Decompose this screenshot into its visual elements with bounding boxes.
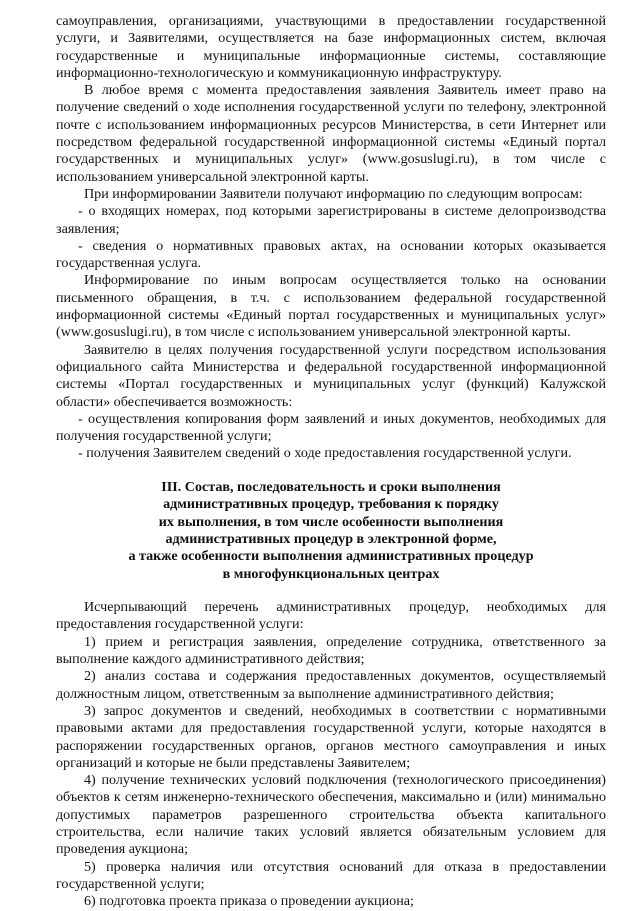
bullet-copy-forms: - осуществления копирования форм заявлений и иных документов, необходимых для получения государственной услуги; [56,410,606,445]
paragraph-portal-access: Заявителю в целях получения государственной услуги посредством использования официального сайта Министерства и федеральной государственной информационной системы «Портал государственных и муниципальных услуг (функций) Калужской области» обеспечивается возможность: [56,341,606,410]
heading-line: III. Состав, последовательность и сроки выполнения [161,478,501,495]
heading-line: административных процедур в электронной форме, [165,530,497,547]
paragraph-continuation: самоуправления, организациями, участвующими в предоставлении государственной услуги, и Заявителями, осуществляется на базе информационных систем, включая государственные и муниципальные информационные системы, составляющие информационно-технологическую и коммуникационную инфраструктуру. [56,13,606,81]
heading-line: административных процедур, требования к порядку [163,496,499,513]
bullet-status-tracking: - получения Заявителем сведений о ходе предоставления государственной услуги. [78,445,572,462]
paragraph-status-info: В любое время с момента предоставления заявления Заявитель имеет право на получение сведений о ходе исполнения государственной услуги по телефону, электронной почте с использованием информационных ресурсов Министерства, в сети Интернет или посредством федеральной государственной информационной системы «Единый портал государственных и муниципальных услуг» (www.gosuslugi.ru), в том числе с использованием универсальной электронной карты. [56,82,606,185]
paragraph-written-request: Информирование по иным вопросам осуществляется только на основании письменного обращения, в т.ч. с использованием федеральной государственной информационной системы «Единый портал государственных и муниципальных услуг» (www.gosuslugi.ru), в том числе с использованием универсальной электронной карты. [56,272,606,341]
list-item: 3) запрос документов и сведений, необходимых в соответствии с нормативными правовыми актами для предоставления государственной услуги, которые находятся в распоряжении государственных органов, органов местного самоуправления и иных организаций и которые не были представлены Заявителем; [56,702,606,771]
section-heading [56,479,606,583]
list-item: 4) получение технических условий подключения (технологического присоединения) объектов к сетям инженерно-технического обеспечения, максимально и (или) минимально допустимых параметров разрешенного строительства объекта капитального строительства, если наличие таких условий является обязательным условием для проведения аукциона; [56,772,606,858]
list-item: 2) анализ состава и содержания предоставленных документов, осуществляемый должностным лицом, ответственным за выполнение административного действия; [56,668,606,702]
list-item: 5) проверка наличия или отсутствия оснований для отказа в предоставлении государственной услуги; [56,858,606,892]
heading-line: а также особенности выполнения административных процедур [128,548,534,565]
paragraph-info-topics: При информировании Заявители получают информацию по следующим вопросам: [84,185,583,202]
paragraph-procedures-intro: Исчерпывающий перечень административных процедур, необходимых для предоставления государственной услуги: [56,599,606,633]
bullet-incoming-numbers: - о входящих номерах, под которыми зарегистрированы в системе делопроизводства заявления; [56,203,606,237]
heading-line: их выполнения, в том числе особенности выполнения [158,513,504,530]
heading-line: в многофункциональных центрах [222,565,440,582]
bullet-legal-acts: - сведения о нормативных правовых актах, на основании которых оказывается государственная услуга. [56,237,606,272]
list-item: 1) прием и регистрация заявления, определение сотрудника, ответственного за выполнение каждого административного действия; [56,633,606,668]
list-item: 6) подготовка проекта приказа о проведении аукциона; [84,893,414,910]
